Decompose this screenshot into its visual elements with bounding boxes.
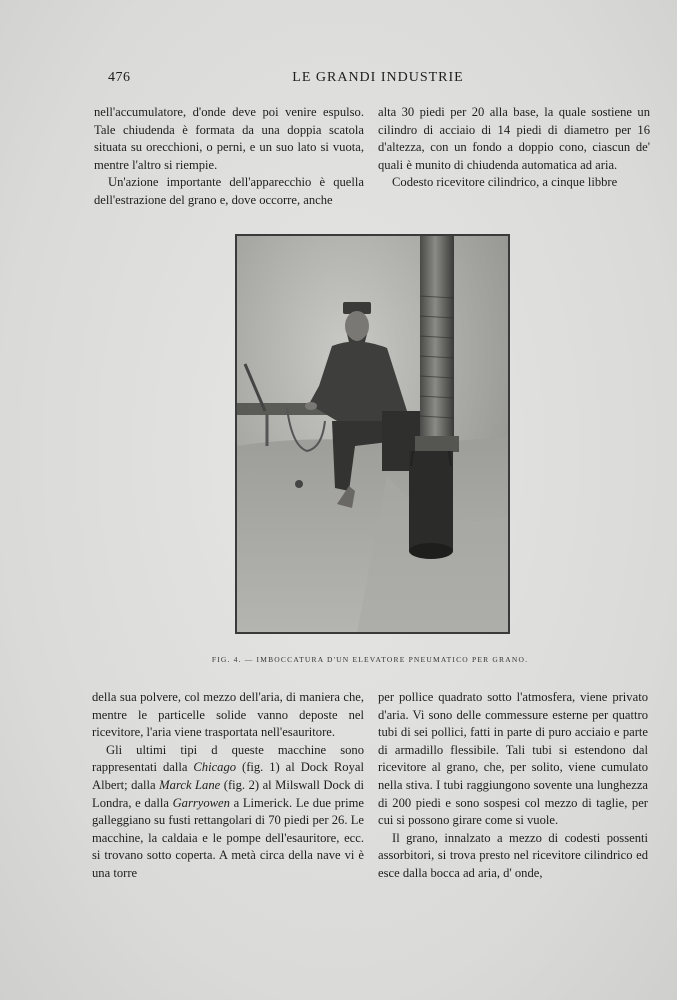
figure-caption: FIG. 4. — IMBOCCATURA D'UN ELEVATORE PNEUMATICO PER GRANO. <box>211 655 529 664</box>
text-column-bottom-left <box>92 689 364 883</box>
photo-pneumatic-elevator-intake <box>237 236 508 632</box>
paragraph <box>92 742 364 883</box>
ship-name-marck-lane: Marck Lane <box>159 777 221 792</box>
paragraph: Un'azione importante dell'apparecchio è quella dell'estrazione del grano e, dove occorre, anche <box>94 175 364 207</box>
text-run: (fig. 2) al Milswall Dock di Londra, e dalla <box>92 777 364 810</box>
ship-name-chicago: Chicago <box>193 760 237 775</box>
paragraph: alta 30 piedi per 20 alla base, la quale sostiene un cilindro di acciaio di 14 piedi di diametro per 16 d'altezza, con un fondo a doppio cono, ciascun de' quali è munito di chiudenda automatica ad aria. <box>378 105 650 172</box>
text-column-bottom-right <box>378 689 648 883</box>
paragraph: della sua polvere, col mezzo dell'aria, di maniera che, mentre le particelle solide vanno deposte nel ricevitore, l'aria viene trasportata nell'esauritore. <box>92 690 364 740</box>
running-title: LE GRANDI INDUSTRIE <box>292 70 464 85</box>
page-header <box>108 70 648 90</box>
paragraph: Il grano, innalzato a mezzo di codesti possenti assorbitori, si trova presto nel ricevitore cilindrico ed esce dalla bocca ad aria, d' onde, <box>378 830 648 880</box>
paragraph: nell'accumulatore, d'onde deve poi venire espulso. Tale chiudenda è formata da una doppia scatola situata su orecchioni, o perni, e un suo lato si vuota, mentre l'altro si riempie. <box>94 105 364 172</box>
page-number: 476 <box>108 70 131 85</box>
figure-photograph <box>235 234 510 634</box>
text-column-top-right <box>378 104 650 192</box>
paragraph: Codesto ricevitore cilindrico, a cinque libbre <box>392 175 618 190</box>
text-run: Gli ultimi tipi d queste macchine sono rappresentati dalla <box>92 742 364 775</box>
text-run: a Limerick. Le due prime galleggiano su fusti rettangolari di 70 piedi per 26. Le macchine, la caldaia e le pompe dell'esauritore, ecc. si trovano sotto coperta. A metà circa della nave vi è una torre <box>92 795 364 880</box>
ship-name-garryowen: Garryowen <box>172 795 230 810</box>
text-column-top-left <box>94 104 364 210</box>
paragraph: per pollice quadrato sotto l'atmosfera, viene privato d'aria. Vi sono delle commessure esterne per quattro tubi di sei pollici, fatti in parte di puro acciaio e parte di armadillo flessibile. Tali tubi si estendono dal ricevitore al grano, che, per solito, viene cumulato nella stiva. I tubi raggiungono sovente una lunghezza di 200 piedi e sono sospesi col mezzo di taglie, per cui si possono girare come si vuole. <box>378 690 648 828</box>
text-run: (fig. 1) al Dock Royal Albert; dalla <box>92 760 364 792</box>
